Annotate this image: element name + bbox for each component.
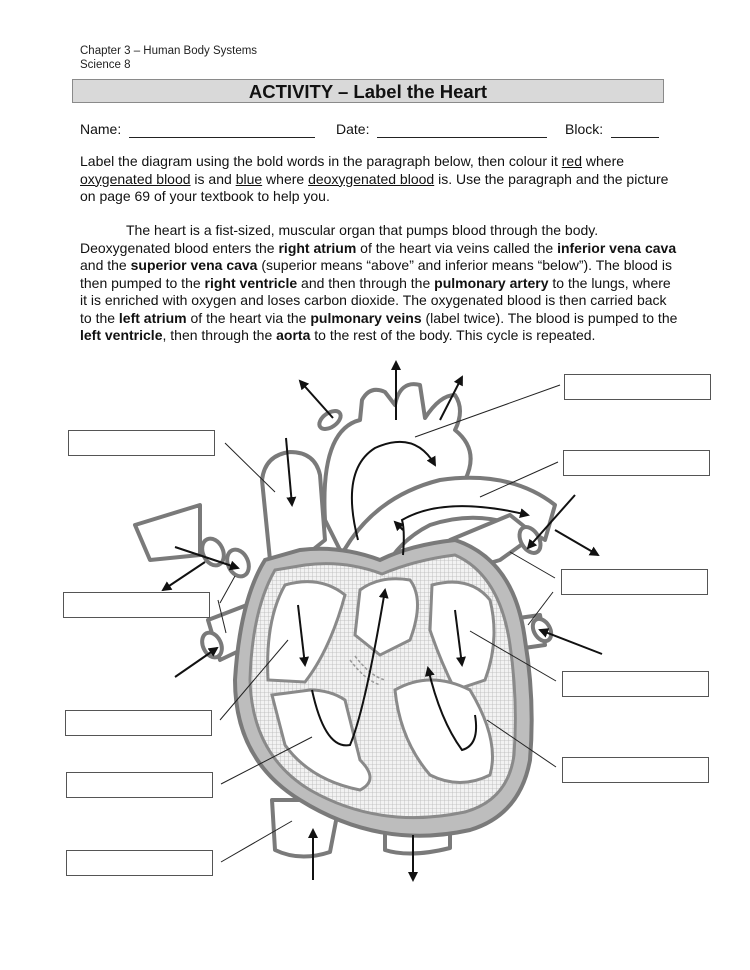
superior-vena-cava-shape <box>262 452 325 560</box>
red-keyword: red <box>561 153 582 169</box>
label-box-right-ventricle[interactable] <box>66 772 213 798</box>
term-inferior-vena-cava: inferior vena cava <box>557 239 677 256</box>
label-box-right-atrium[interactable] <box>65 710 212 736</box>
term-pulmonary-veins: pulmonary veins <box>310 309 422 326</box>
label-box-pulmonary-artery[interactable] <box>563 450 710 476</box>
name-label: Name: <box>80 121 122 137</box>
term-left-ventricle: left ventricle <box>80 327 163 343</box>
term-superior-vena-cava: superior vena cava <box>130 257 258 273</box>
page-title: ACTIVITY – Label the Heart <box>72 79 664 103</box>
label-box-inferior-vena-cava[interactable] <box>66 850 213 876</box>
label-box-left-ventricle[interactable] <box>562 757 709 783</box>
block-label: Block: <box>565 121 604 137</box>
blue-keyword: blue <box>235 170 263 187</box>
oxygenated-keyword: oxygenated blood <box>80 170 191 187</box>
deoxygenated-keyword: deoxygenated blood <box>308 170 435 187</box>
label-box-pulmonary-veins-right[interactable] <box>63 592 210 618</box>
instructions-text: Label the diagram using the bold words in the paragraph below, then colour it red where oxygenated blood is and blue where deoxygenated blood is. Use the paragraph and the picture on page 69 of your textbook to help you. <box>80 153 669 204</box>
heart-paragraph: The heart is a fist-sized, muscular organ that pumps blood through the body. Deoxygenated blood enters the right atrium of the heart via veins called the inferior vena cava and the superior vena cava (superior means “above” and inferior means “below”). The blood is then pumped to the right ventricle and then through the pulmonary artery to the lungs, where it is enriched with oxygen and loses carbon dioxide. The oxygenated blood is then carried back to the left atrium of the heart via the pulmonary veins (label twice). The blood is pumped to the left ventricle, then through the aorta to the rest of the body. This cycle is repeated. <box>80 222 678 343</box>
label-box-pulmonary-veins-left[interactable] <box>561 569 708 595</box>
label-box-left-atrium[interactable] <box>562 671 709 697</box>
term-left-atrium: left atrium <box>118 309 187 326</box>
date-label: Date: <box>336 121 370 137</box>
course-text: Science 8 <box>80 59 131 71</box>
label-box-aorta[interactable] <box>564 374 711 400</box>
term-right-atrium: right atrium <box>278 239 357 256</box>
term-pulmonary-artery: pulmonary artery <box>434 274 549 291</box>
term-right-ventricle: right ventricle <box>204 274 298 291</box>
chapter-text: Chapter 3 – Human Body Systems <box>80 45 258 57</box>
term-aorta: aorta <box>276 327 311 343</box>
label-box-superior-vena-cava[interactable] <box>68 430 215 456</box>
